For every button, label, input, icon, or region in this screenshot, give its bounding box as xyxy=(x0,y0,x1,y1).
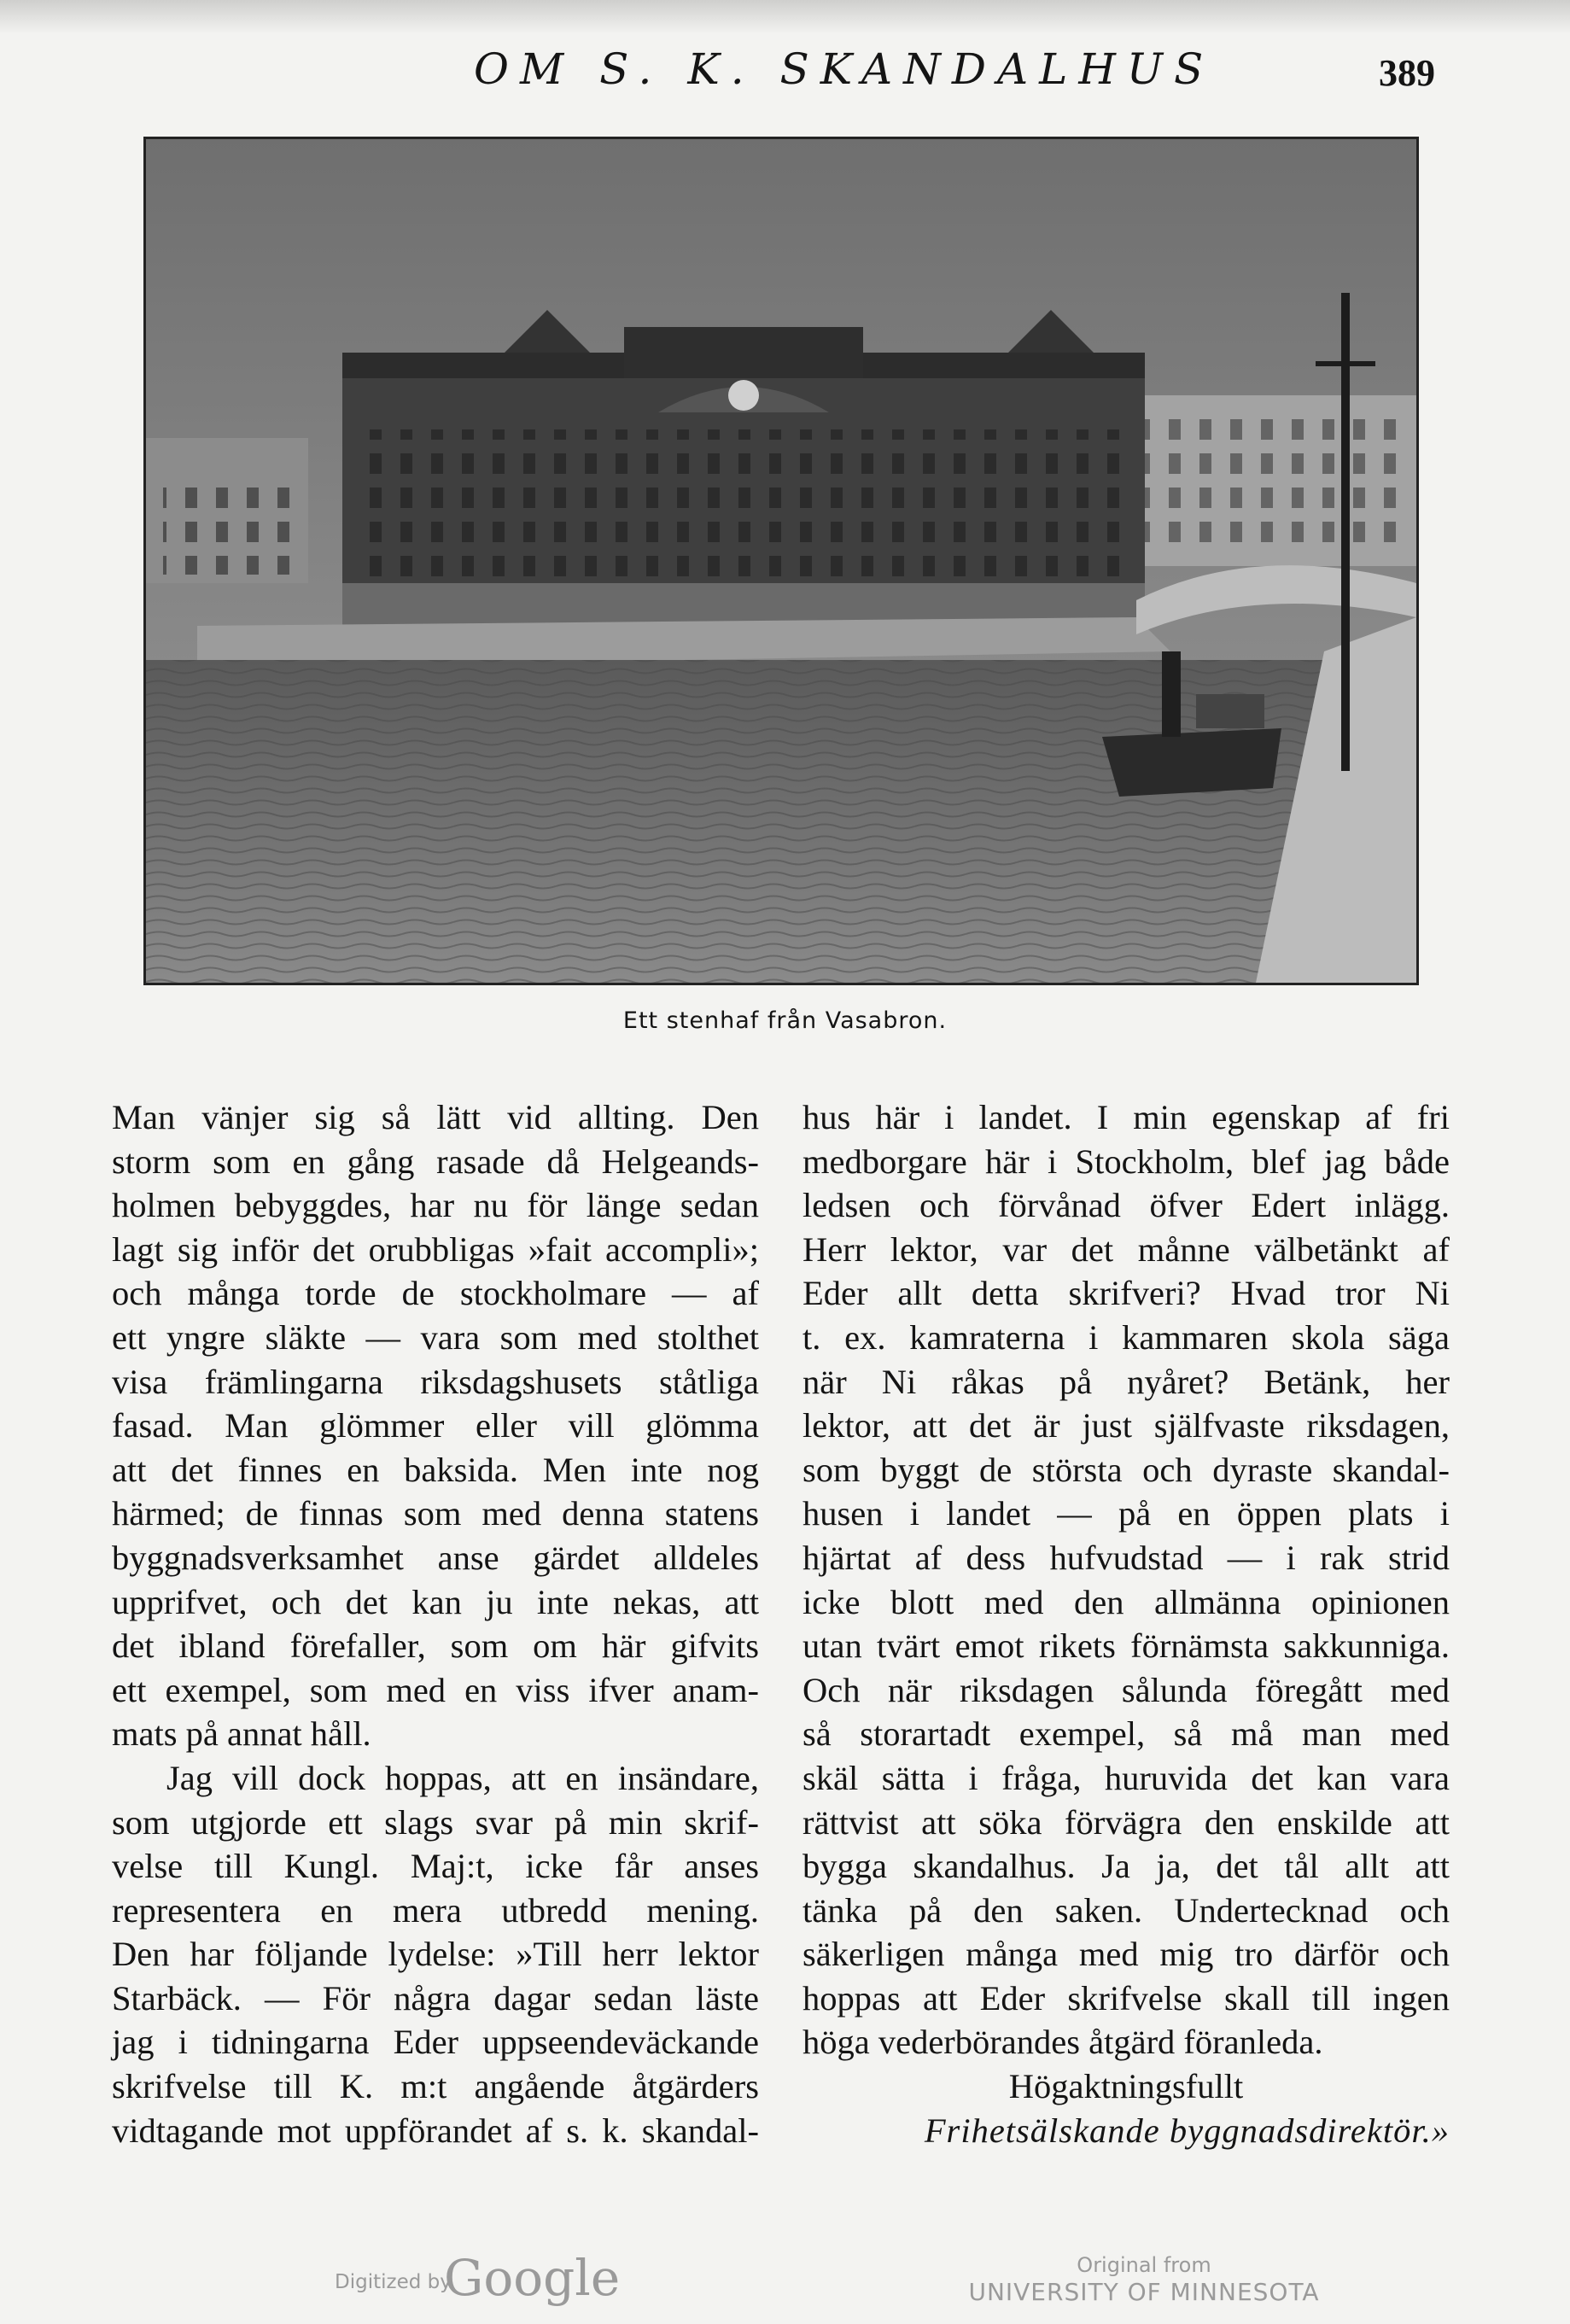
text-line: ett yngre släkte — vara som med stolthet xyxy=(112,1317,759,1357)
text-line: lagt sig inför det orubbligas »fait accompli»; xyxy=(112,1229,759,1269)
figure-caption: Ett stenhaf från Vasabron. xyxy=(622,1007,948,1034)
right-text-column xyxy=(803,1095,1450,2152)
google-logo: Google xyxy=(444,2249,621,2307)
text-line: hus här i landet. I min egenskap af fri xyxy=(803,1098,1450,1136)
text-line: som utgjorde ett slags svar på min skrif- xyxy=(112,1802,759,1842)
text-line: som byggt de största och dyraste skandal- xyxy=(803,1450,1450,1489)
text-line: bygga skandalhus. Ja ja, det tål allt att xyxy=(803,1847,1450,1886)
parliament-building xyxy=(342,310,1145,634)
text-line: Den har följande lydelse: »Till herr lektor xyxy=(112,1935,759,1974)
left-text-column xyxy=(112,1095,759,2152)
photo-illustration xyxy=(146,139,1416,983)
text-line: husen i landet — på en öppen plats i xyxy=(803,1494,1450,1533)
text-line: representera en mera utbredd mening. xyxy=(112,1890,759,1930)
text-line: holmen bebyggdes, har nu för länge sedan xyxy=(112,1186,759,1225)
text-line: storm som en gång rasade då Helgeands- xyxy=(112,1142,759,1181)
text-line: upprifvet, och det kan ju inte nekas, att xyxy=(112,1582,759,1621)
text-line: Eder allt detta skrifveri? Hvad tror Ni xyxy=(803,1274,1450,1313)
running-title: OM S. K. SKANDALHUS xyxy=(474,44,1215,94)
digitization-footer xyxy=(0,2249,1570,2321)
text-line: ledsen och förvånad öfver Edert inlägg. xyxy=(803,1186,1450,1225)
text-line: utan tvärt emot rikets förnämsta sakkunniga. xyxy=(803,1626,1450,1666)
university-label: UNIVERSITY OF MINNESOTA xyxy=(968,2278,1320,2306)
text-line: höga vederbörandes åtgärd föranleda. xyxy=(803,2023,1323,2062)
text-line: härmed; de finnas som med denna statens xyxy=(112,1494,759,1533)
text-line: medborgare här i Stockholm, blef jag både xyxy=(803,1142,1450,1181)
digitized-by-label: Digitized by xyxy=(335,2271,452,2293)
page-number: 389 xyxy=(1379,52,1435,94)
closing-salutation: Högaktningsfullt xyxy=(1008,2067,1244,2106)
text-line: mats på annat håll. xyxy=(112,1714,371,1754)
text-line: lektor, att det är just själfvaste riksdagen, xyxy=(803,1406,1450,1445)
text-line: när Ni råkas på nyåret? Betänk, her xyxy=(803,1362,1450,1401)
text-line: rättvist att söka förvägra den enskilde att xyxy=(803,1802,1450,1842)
text-line: hjärtat af dess hufvudstad — i rak strid xyxy=(803,1538,1450,1577)
text-line: icke blott med den allmänna opinionen xyxy=(803,1582,1450,1621)
text-line: vidtagande mot uppförandet af s. k. skandal- xyxy=(112,2111,759,2150)
text-line: så storartadt exempel, så må man med xyxy=(803,1714,1450,1754)
text-line: Starbäck. — För några dagar sedan läste xyxy=(112,1978,759,2017)
text-line: tänka på den saken. Undertecknad och xyxy=(803,1890,1450,1930)
text-line: velse till Kungl. Maj:t, icke får anses xyxy=(112,1847,759,1886)
text-line: hoppas att Eder skrifvelse skall till ingen xyxy=(803,1978,1450,2017)
text-line: säkerligen många med mig tro därför och xyxy=(803,1935,1450,1974)
text-line: Och när riksdagen sålunda föregått med xyxy=(803,1670,1450,1709)
scan-edge xyxy=(0,0,1570,34)
photograph-riksdagshuset xyxy=(143,137,1419,985)
page-header xyxy=(0,44,1570,113)
text-line: visa främlingarna riksdagshusets ståtliga xyxy=(112,1362,759,1401)
text-line: jag i tidningarna Eder uppseendeväckande xyxy=(112,2023,759,2062)
text-line: att det finnes en baksida. Men inte nog xyxy=(112,1450,759,1489)
original-from-label: Original from xyxy=(1077,2253,1211,2277)
text-line: Jag vill dock hoppas, att en insändare, xyxy=(166,1758,759,1797)
text-line: Man vänjer sig så lätt vid allting. Den xyxy=(112,1098,759,1136)
text-line: Herr lektor, var det månne välbetänkt af xyxy=(803,1229,1450,1269)
signature: Frihetsälskande byggnadsdirektör.» xyxy=(924,2111,1450,2150)
text-line: fasad. Man glömmer eller vill glömma xyxy=(112,1406,759,1445)
text-line: skäl sätta i fråga, huruvida det kan vara xyxy=(803,1758,1450,1797)
text-line: det ibland förefaller, som om här gifvits xyxy=(112,1626,759,1666)
text-line: byggnadsverksamhet anse gärdet alldeles xyxy=(112,1538,759,1577)
text-line: ett exempel, som med en viss ifver anam- xyxy=(112,1670,759,1709)
text-line: och många torde de stockholmare — af xyxy=(112,1274,759,1313)
text-line: skrifvelse till K. m:t angående åtgärders xyxy=(112,2067,759,2106)
text-line: t. ex. kamraterna i kammaren skola säga xyxy=(803,1317,1450,1357)
